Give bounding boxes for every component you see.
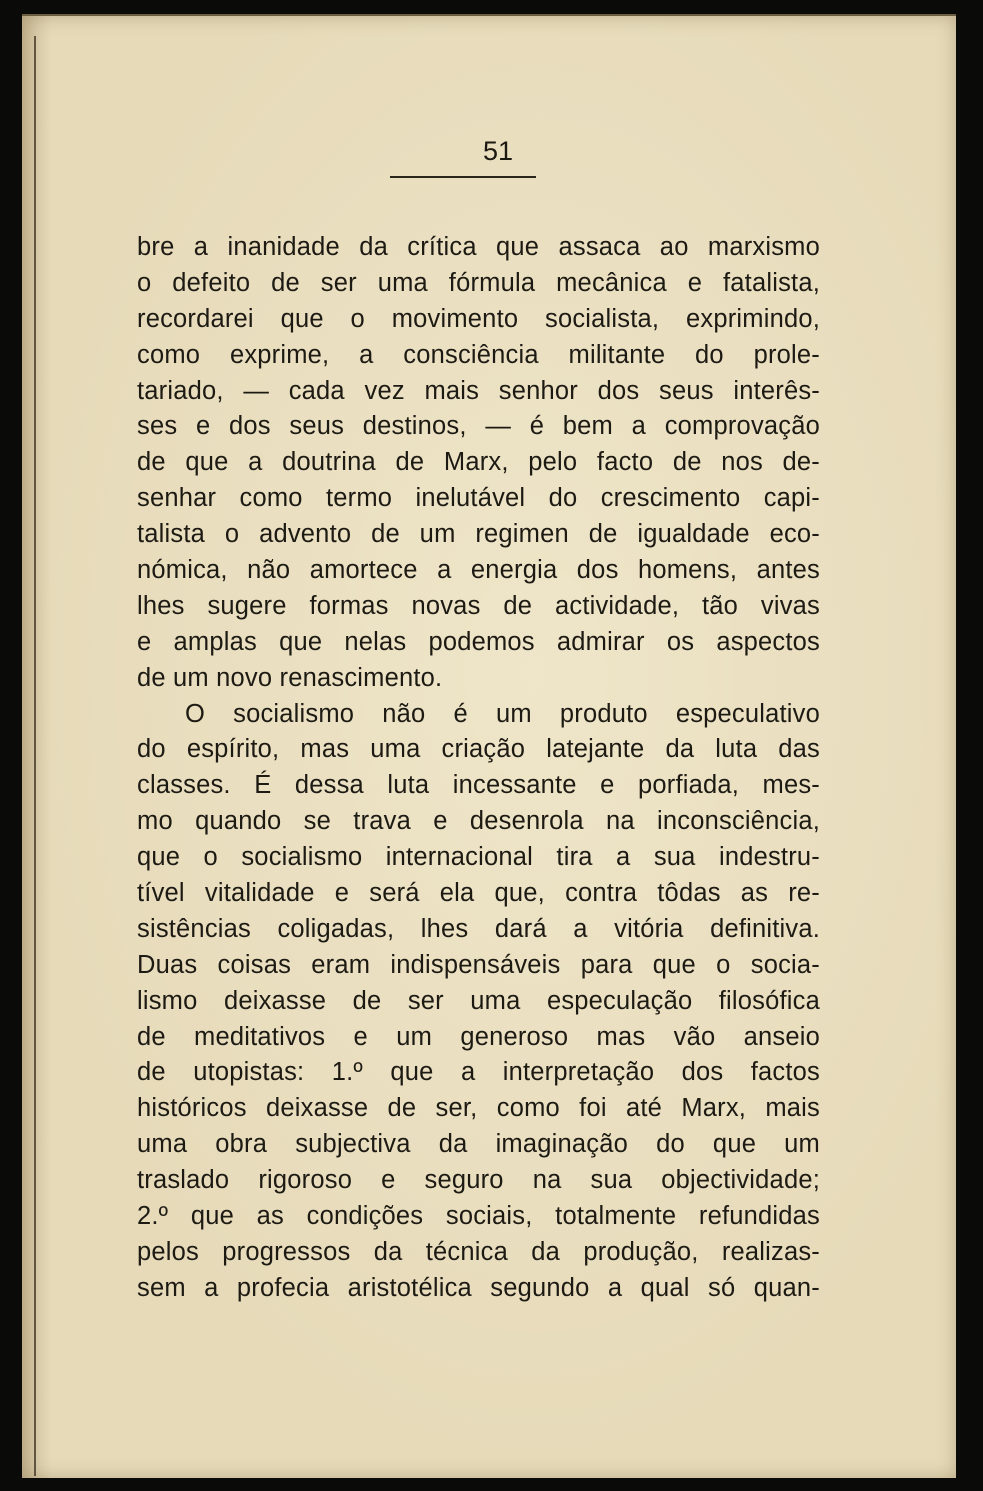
text-line: de meditativos e um generoso mas vão anseio <box>137 1022 820 1051</box>
text-line: de que a doutrina de Marx, pelo facto de nos de- <box>137 448 820 477</box>
paragraph-2 <box>137 697 820 1307</box>
paragraph-1 <box>137 230 820 697</box>
text-line: classes. É dessa luta incessante e porfiada, mes- <box>137 771 820 800</box>
text-line: o defeito de ser uma fórmula mecânica e fatalista, <box>137 268 820 297</box>
text-line: tível vitalidade e será ela que, contra tôdas as re- <box>137 879 820 908</box>
text-line: que o socialismo internacional tira a sua indestru- <box>137 843 820 872</box>
text-line: talista o advento de um regimen de igualdade eco- <box>137 520 820 549</box>
text-line: O socialismo não é um produto especulativo <box>185 699 820 728</box>
binding-edge <box>34 36 36 1476</box>
text-line: lhes sugere formas novas de actividade, tão vivas <box>137 591 820 620</box>
text-line: traslado rigoroso e seguro na sua objectividade; <box>137 1166 820 1195</box>
page-number: 51 <box>482 136 514 166</box>
text-line: do espírito, mas uma criação latejante da luta das <box>137 735 820 764</box>
text-line: de utopistas: 1.º que a interpretação dos factos <box>137 1058 820 1087</box>
text-line: sistências coligadas, lhes dará a vitória definitiva. <box>137 914 820 943</box>
text-line: ses e dos seus destinos, — é bem a comprovação <box>137 412 820 441</box>
text-line: tariado, — cada vez mais senhor dos seus interês- <box>137 376 820 405</box>
text-line: uma obra subjectiva da imaginação do que um <box>137 1130 820 1159</box>
text-line: pelos progressos da técnica da produção, realizas- <box>137 1237 820 1266</box>
text-line: Duas coisas eram indispensáveis para que o socia- <box>137 950 820 979</box>
text-line: e amplas que nelas podemos admirar os aspectos <box>137 627 820 656</box>
text-line: bre a inanidade da crítica que assaca ao marxismo <box>137 233 820 261</box>
text-line: 2.º que as condições sociais, totalmente refundidas <box>137 1202 820 1231</box>
text-line: lismo deixasse de ser uma especulação filosófica <box>137 986 820 1015</box>
text-line: de um novo renascimento. <box>137 663 443 692</box>
text-line: sem a profecia aristotélica segundo a qual só quan- <box>137 1273 820 1302</box>
text-line: recordarei que o movimento socialista, exprimindo, <box>137 304 820 333</box>
text-line: senhar como termo inelutável do crescimento capi- <box>137 484 820 513</box>
text-line: históricos deixasse de ser, como foi até Marx, mais <box>137 1094 820 1123</box>
body-text <box>137 230 820 1307</box>
text-line: nómica, não amortece a energia dos homens, antes <box>137 556 820 585</box>
book-page <box>22 14 956 1478</box>
text-line: como exprime, a consciência militante do prole- <box>137 340 820 369</box>
header-rule <box>390 176 536 178</box>
text-line: mo quando se trava e desenrola na inconsciência, <box>137 807 820 836</box>
